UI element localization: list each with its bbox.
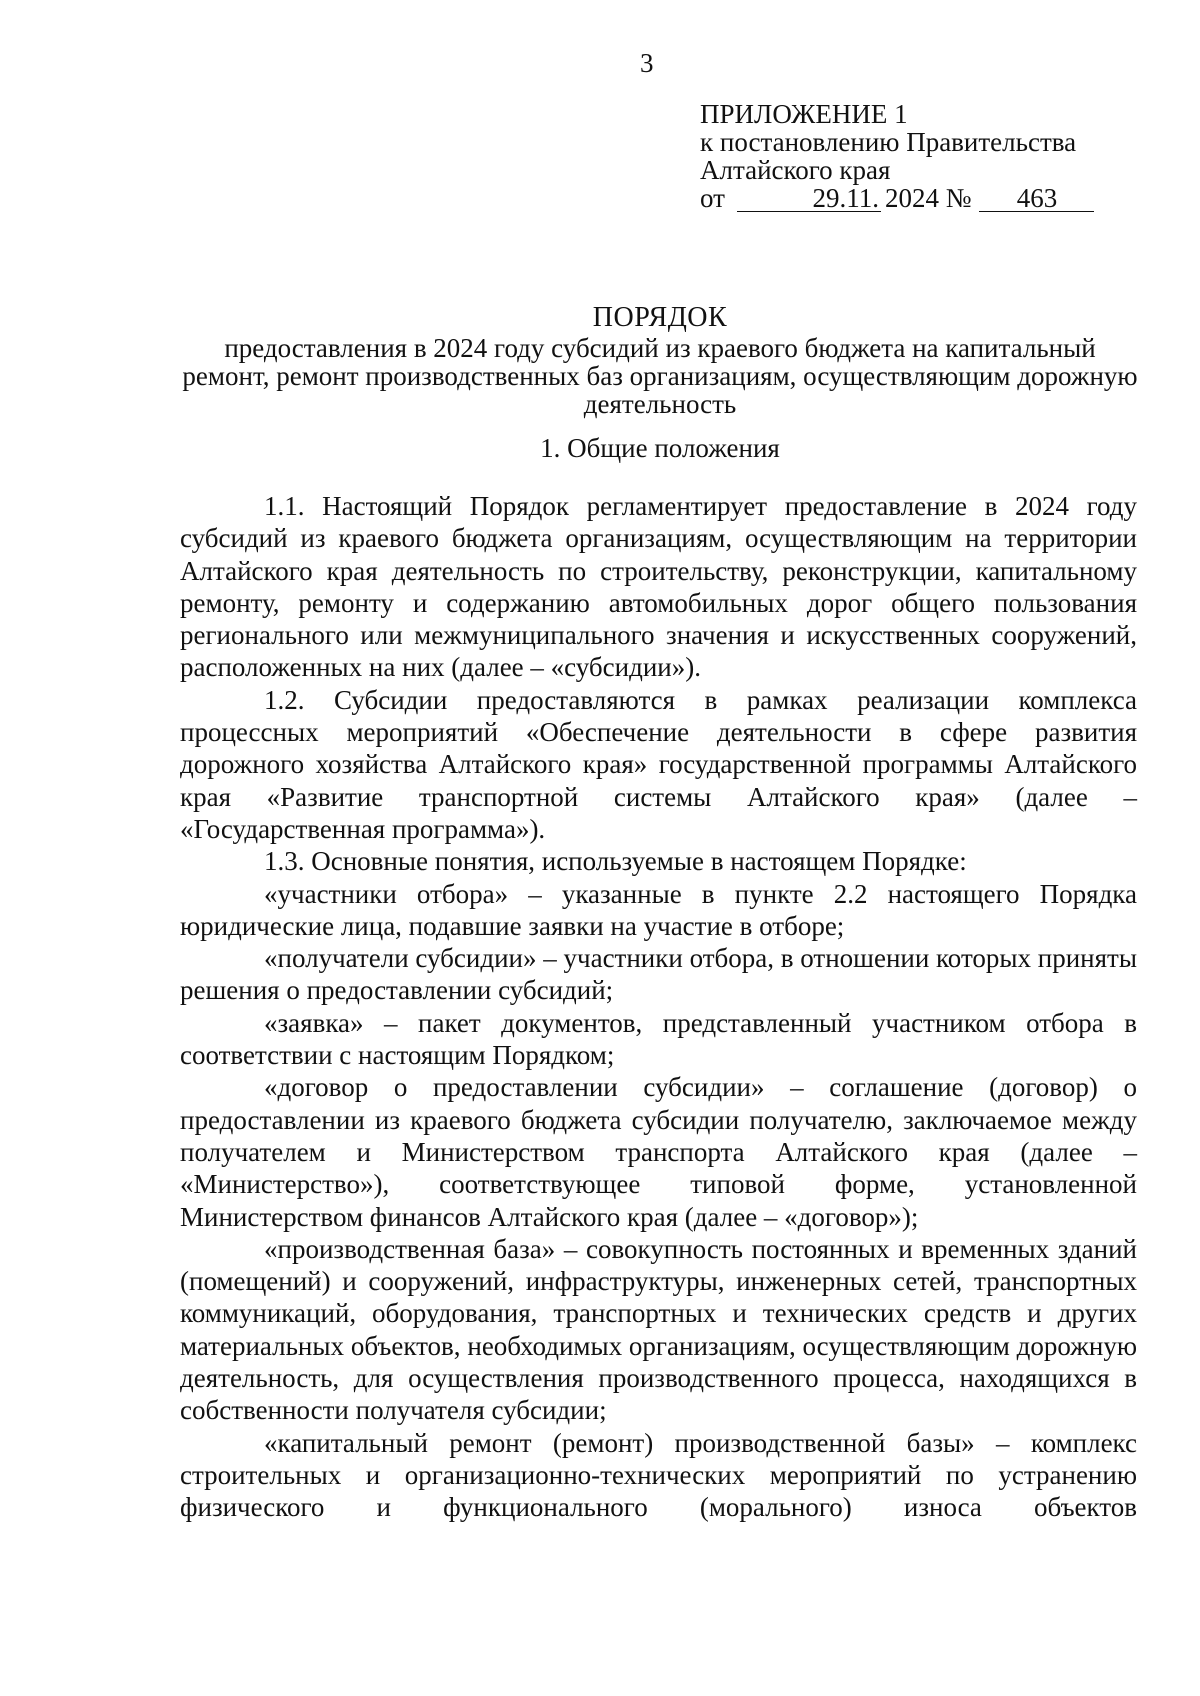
resolution-date: 29.11. [737,185,881,212]
section-heading: 1. Общие положения [540,433,780,463]
appendix-title: ПРИЛОЖЕНИЕ 1 [700,99,908,129]
paragraph-1-2: 1.2. Субсидии предоставляются в рамках реализации комплекса процессных мероприятий «Обеспечение деятельности в сфере развития дорожного хозяйства Алтайского края» государственной программы Алтайского края «Развитие транспортной системы Алтайского края» (далее – «Государственная программа»). [180,684,1137,844]
definition-capital-repair: «капитальный ремонт (ремонт) производственной базы» – комплекс строительных и организационно-технических мероприятий по устранению физического и функционального (морального) износа объектов [180,1427,1137,1523]
appendix-region: Алтайского края [700,155,891,185]
appendix-reference: к постановлению Правительства [700,127,1077,157]
appendix-block [700,100,1094,212]
paragraph-1-1: 1.1. Настоящий Порядок регламентирует предоставление в 2024 году субсидий из краевого бюджета организациям, осуществляющим на территории Алтайского края деятельность по строительству, реконструкции, капитальному ремонту, ремонту и содержанию автомобильных дорог общего пользования регионального или межмуниципального значения и искусственных сооружений, расположенных на них (далее – «субсидии»). [180,491,1137,683]
document-body [180,490,1137,1524]
resolution-number: 463 [979,185,1094,212]
definition-application: «заявка» – пакет документов, представленный участником отбора в соответствии с настоящим Порядком; [180,1007,1137,1071]
definition-production-base: «производственная база» – совокупность постоянных и временных зданий (помещений) и сооружений, инфраструктуры, инженерных сетей, транспортных коммуникаций, оборудования, транспортных и технических средств и других материальных объектов, необходимых организациям, осуществляющим дорожную деятельность, для осуществления производственного процесса, находящихся в собственности получателя субсидии; [180,1233,1137,1426]
appendix-date-line [700,184,1094,212]
page-number: 3 [640,48,654,78]
paragraph-1-3: 1.3. Основные понятия, используемые в настоящем Порядке: [264,846,967,877]
resolution-year: 2024 № [884,183,972,213]
document-title-block [180,302,1140,418]
definition-subsidy-recipients: «получатели субсидии» – участники отбора, в отношении которых приняты решения о предоставлении субсидий; [180,943,1137,1006]
definition-subsidy-agreement: «договор о предоставлении субсидии» – соглашение (договор) о предоставлении из краевого бюджета субсидии получателю, заключаемое между получателем и Министерством транспорта Алтайского края (далее – «Министерство»), соответствующее типовой форме, установленной Министерством финансов Алтайского края (далее – «договор»); [180,1072,1137,1232]
from-label: от [700,183,725,213]
document-heading: ПОРЯДОК [592,302,728,333]
document-subtitle: предоставления в 2024 году субсидий из краевого бюджета на капитальный ремонт, ремонт производственных баз организациям, осуществляющим дорожную деятельность [182,333,1138,419]
definition-selection-participants: «участники отбора» – указанные в пункте 2.2 настоящего Порядка юридические лица, подавшие заявки на участие в отборе; [180,878,1137,941]
